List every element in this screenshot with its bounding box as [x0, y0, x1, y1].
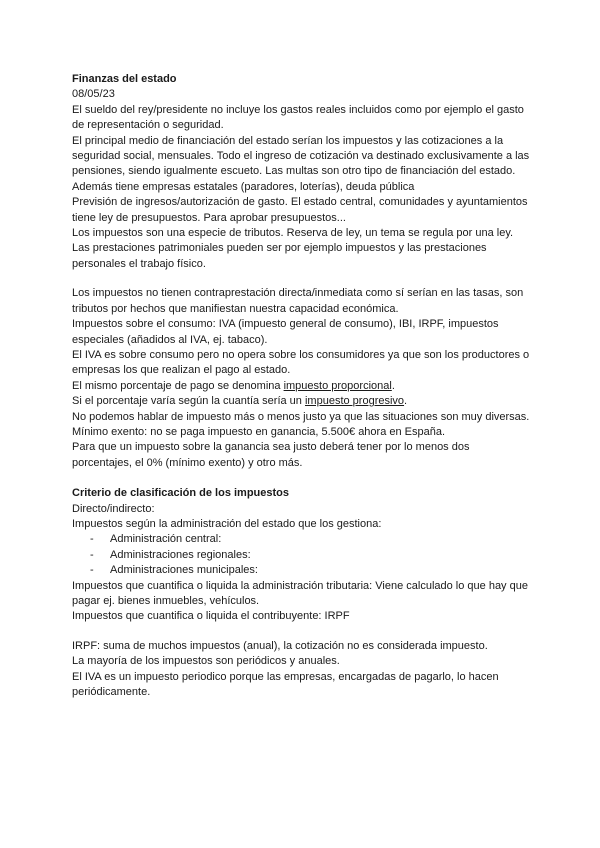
paragraph: Los impuestos no tienen contraprestación directa/inmediata como sí serían en las tasas, son tributos por hechos que manifiestan nuestra capacidad económica. — [72, 287, 524, 315]
paragraph — [72, 379, 532, 394]
section-title: Finanzas del estado — [72, 73, 177, 85]
paragraph: Previsión de ingresos/autorización de gasto. El estado central, comunidades y ayuntamientos tiene ley de presupuestos. Para aprobar presupuestos... — [72, 196, 528, 224]
text-segment: El mismo porcentaje de pago se denomina — [72, 379, 284, 392]
paragraph: Mínimo exento: no se paga impuesto en ganancia, 5.500€ ahora en España. — [72, 425, 446, 438]
text-segment: . — [391, 379, 395, 392]
section-title: Criterio de clasificación de los impuestos — [72, 487, 290, 500]
dash-list — [72, 532, 532, 578]
list-item: - Administración central: — [90, 532, 532, 547]
paragraph: Directo/indirecto: — [72, 502, 155, 515]
paragraph: Impuestos sobre el consumo: IVA (impuesto general de consumo), IBI, IRPF, impuestos especiales (añadidos al IVA, ej. tabaco). — [72, 318, 499, 346]
text-segment: . — [404, 395, 408, 408]
underlined-term: impuesto proporcional — [283, 379, 392, 392]
spacer — [72, 625, 532, 639]
paragraph: Impuestos que cuantifica o liquida la administración tributaria: Viene calculado lo que hay que pagar ej. bienes inmuebles, vehículos. — [72, 579, 528, 607]
paragraph — [72, 394, 532, 409]
paragraph: El principal medio de financiación del estado serían los impuestos y las cotizaciones a la seguridad social, mensuales. Todo el ingreso de cotización va destinado exclusivamente a las pensiones, siendo igualmente escueto. Las multas son otro tipo de financiación del estado. Además tiene empresas estatales (paradores, loterías), deuda pública — [72, 134, 530, 193]
text-segment: Si el porcentaje varía según la cuantía sería un — [72, 395, 305, 408]
spacer — [72, 272, 532, 286]
paragraph: Para que un impuesto sobre la ganancia sea justo deberá tener por lo menos dos porcentajes, el 0% (mínimo exento) y otro más. — [72, 441, 470, 469]
paragraph: El IVA es sobre consumo pero no opera sobre los consumidores ya que son los productores o empresas los que realizan el pago al estado. — [72, 348, 530, 377]
spacer — [72, 471, 532, 486]
paragraph: Impuestos que cuantifica o liquida el contribuyente: IRPF — [72, 610, 350, 623]
paragraph: Impuestos según la administración del estado que los gestiona: — [72, 517, 382, 530]
list-item: - Administraciones regionales: — [90, 548, 532, 563]
underlined-term: impuesto progresivo — [304, 395, 405, 408]
date: 08/05/23 — [72, 88, 115, 101]
paragraph: IRPF: suma de muchos impuestos (anual), la cotización no es considerada impuesto. — [72, 639, 488, 652]
paragraph: El sueldo del rey/presidente no incluye los gastos reales incluidos como por ejemplo el gasto de representación o seguridad. — [72, 103, 524, 132]
paragraph: Los impuestos son una especie de tributos. Reserva de ley, un tema se regula por una ley. — [72, 227, 514, 240]
paragraph: El IVA es un impuesto periodico porque las empresas, encargadas de pagarlo, lo hacen periódicamente. — [72, 670, 499, 699]
paragraph: No podemos hablar de impuesto más o menos justo ya que las situaciones son muy diversas. — [72, 410, 530, 423]
paragraph: Las prestaciones patrimoniales pueden ser por ejemplo impuestos y las prestaciones personales el trabajo físico. — [72, 242, 487, 270]
document-page — [72, 72, 532, 700]
paragraph: La mayoría de los impuestos son periódicos y anuales. — [72, 655, 340, 668]
list-item: - Administraciones municipales: — [90, 563, 532, 578]
